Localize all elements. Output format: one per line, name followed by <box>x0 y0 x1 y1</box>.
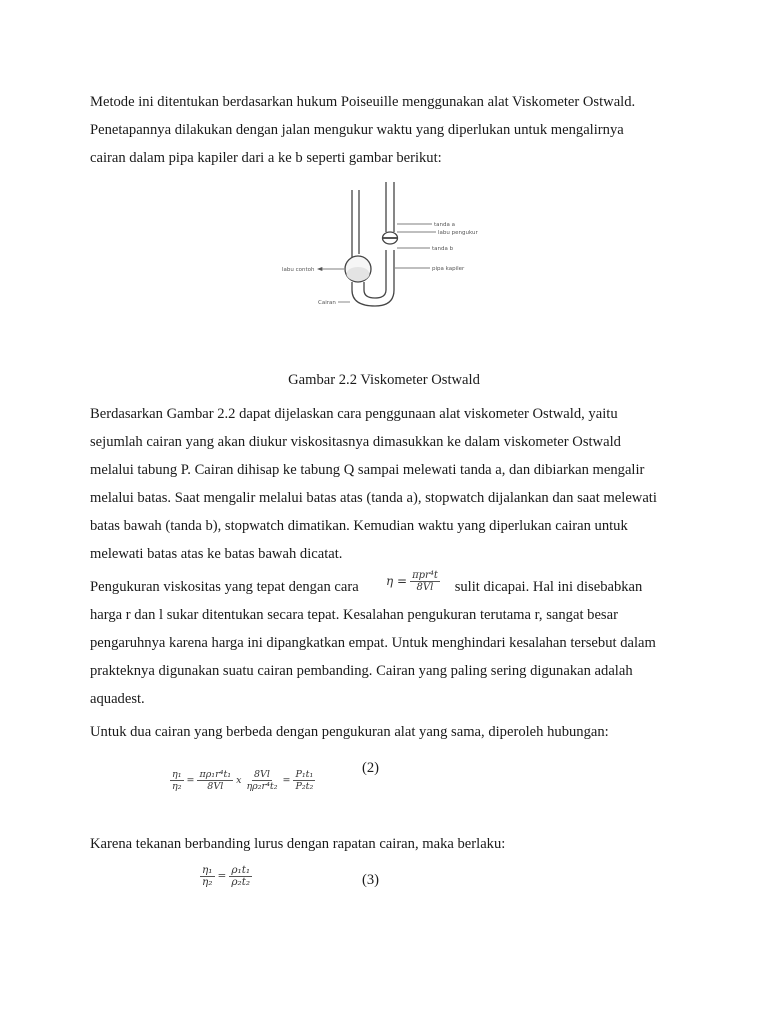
eq2-frac4-num: P₁t₁ <box>295 768 314 780</box>
equation-3-number: (3) <box>362 872 380 888</box>
formula-lhs: η = <box>386 574 408 588</box>
viscometer-drawing <box>280 180 510 310</box>
text-line: Metode ini ditentukan berdasarkan hukum Poiseuille menggunakan alat Viskometer Ostwald. <box>90 94 636 110</box>
text-line: prakteknya digunakan suatu cairan pembanding. Cairan yang paling sering digunakan adalah <box>90 663 633 679</box>
text-line: aquadest. <box>90 691 145 707</box>
text-line: pengaruhnya karena harga ini dipangkatkan empat. Untuk menghindari kesalahan tersebut dalam <box>90 635 656 651</box>
label-pipa-kapiler: pipa kapiler <box>432 266 465 272</box>
eq3-frac1-num: η₁ <box>202 863 213 876</box>
viscometer-figure <box>280 180 510 310</box>
eq3-frac2-den: ρ₂t₂ <box>231 875 251 888</box>
equation-2-number: (2) <box>362 760 380 776</box>
viscosity-formula <box>386 564 458 598</box>
eq2-frac2-den: 8Vl <box>207 780 224 792</box>
eq2-frac4-den: P₂t₂ <box>295 780 314 792</box>
label-tanda-a: tanda a <box>434 222 455 228</box>
text-line: cairan dalam pipa kapiler dari a ke b seperti gambar berikut: <box>90 150 442 166</box>
text-line: Berdasarkan Gambar 2.2 dapat dijelaskan cara penggunaan alat viskometer Ostwald, yaitu <box>90 406 618 422</box>
intro-paragraph <box>90 88 690 172</box>
text-line: melalui batas. Saat mengalir melalui batas atas (tanda a), stopwatch dijalankan dan saat melewati <box>90 490 657 506</box>
eq2-frac2-num: πρ₁r⁴t₁ <box>199 768 232 780</box>
formula-numerator: πpr⁴t <box>412 569 438 581</box>
eq3-frac2-num: ρ₁t₁ <box>231 863 251 876</box>
text-line: melalui tabung P. Cairan dihisap ke tabung Q sampai melewati tanda a, dan dibiarkan mengalir <box>90 462 645 478</box>
eq2-times: x <box>236 774 242 786</box>
equation-3: $\frac{\text{η₁}}{\text{η₂}}$ = $\frac{\text{ρ₁t₁}}{\text{ρ₂t₂}}$ <box>202 863 251 888</box>
label-labu-pengukur: labu pengukur <box>438 230 478 236</box>
eq2-frac1-num: η₁ <box>172 768 182 780</box>
figure-caption: Gambar 2.2 Viskometer Ostwald <box>288 372 480 388</box>
eq3-frac1-den: η₂ <box>202 875 213 888</box>
text-line: harga r dan l sukar ditentukan secara tepat. Kesalahan pengukuran terutama r, sangat besar <box>90 607 618 623</box>
text-line: batas bawah (tanda b), stopwatch dimatikan. Kemudian waktu yang diperlukan cairan untuk <box>90 518 628 534</box>
label-labu-contoh: labu contoh <box>282 267 315 273</box>
text-line: Penetapannya dilakukan dengan jalan mengukur waktu yang diperlukan untuk mengalirnya <box>90 122 624 138</box>
eq2-frac3-den: ηρ₂r⁴t₂ <box>246 780 278 792</box>
text-line: melewati batas atas ke batas bawah dicatat. <box>90 546 343 562</box>
eq2-frac1-den: η₂ <box>172 780 182 792</box>
text-line: sejumlah cairan yang akan diukur viskositasnya dimasukkan ke dalam viskometer Ostwald <box>90 434 621 450</box>
label-cairan: Cairan <box>318 300 336 306</box>
text-before-formula: Pengukuran viskositas yang tepat dengan cara <box>90 579 359 595</box>
explanation-paragraph <box>90 400 690 568</box>
equation-2: $\frac{\text{η₁}}{\text{η₂}}$ = $\frac{\text{πρ₁r⁴t₁}}{8Vl}$ x $\frac{8Vl}{\text{ηρ₂r⁴t₂}}$ = $\frac{\text{P₁t₁}}{\text{P₂t₂}}$ <box>172 768 314 792</box>
text-after-formula: sulit dicapai. Hal ini disebabkan <box>454 579 643 595</box>
label-tanda-b: tanda b <box>432 246 454 252</box>
eq2-frac3-num: 8Vl <box>254 768 270 780</box>
two-liquids-paragraph: Untuk dua cairan yang berbeda dengan pengukuran alat yang sama, diperoleh hubungan: <box>90 724 609 740</box>
formula-denominator: 8Vl <box>416 581 434 593</box>
pressure-paragraph: Karena tekanan berbanding lurus dengan rapatan cairan, maka berlaku: <box>90 836 506 852</box>
